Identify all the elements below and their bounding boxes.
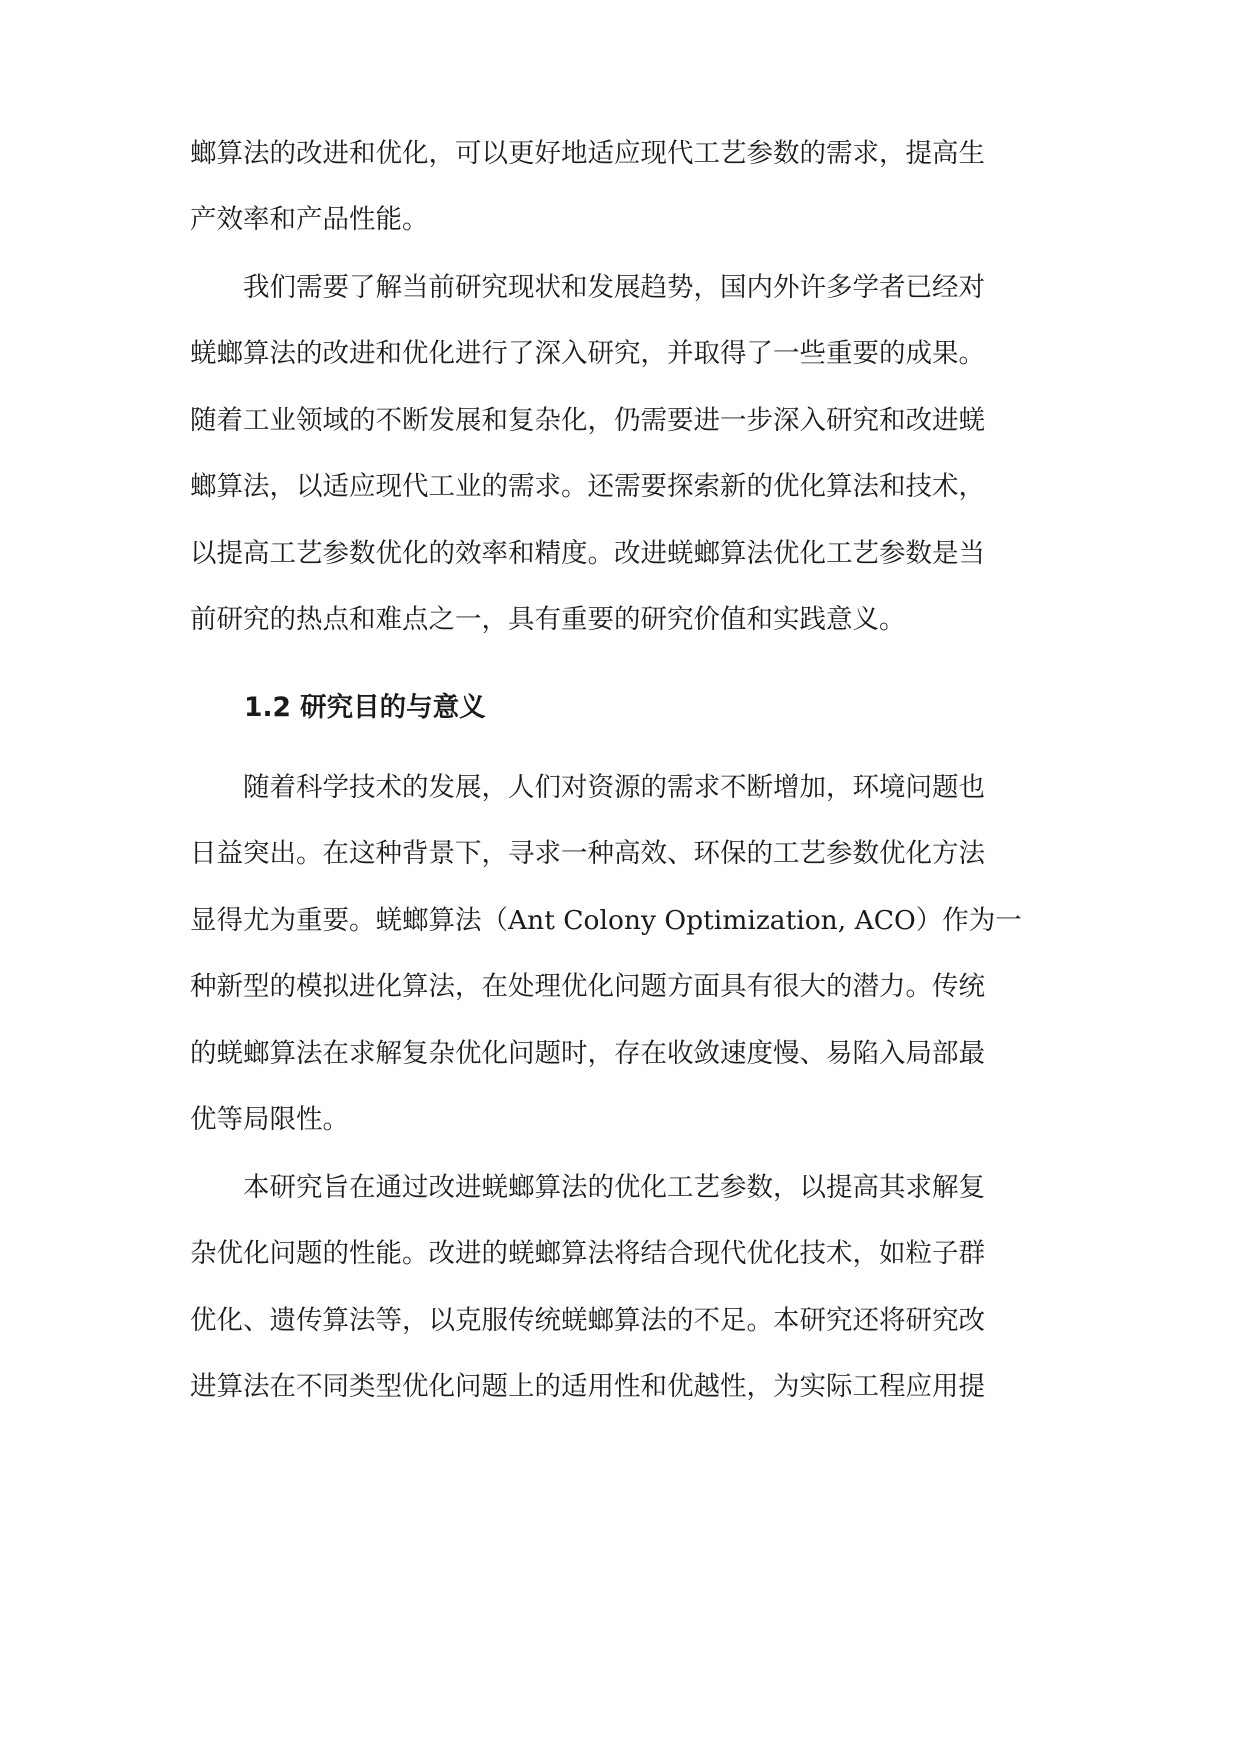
paragraph-3-line-1: 随着科学技术的发展，人们对资源的需求不断增加，环境问题也	[190, 772, 985, 803]
paragraph-3-line-2: 日益突出。在这种背景下，寻求一种高效、环保的工艺参数优化方法	[190, 838, 985, 869]
section-heading: 1.2 研究目的与意义	[244, 692, 486, 723]
paragraph-1-line-1: 螂算法的改进和优化，可以更好地适应现代工艺参数的需求，提高生	[190, 138, 985, 169]
paragraph-4-line-2: 杂优化问题的性能。改进的蜣螂算法将结合现代优化技术，如粒子群	[190, 1238, 985, 1269]
paragraph-2-line-6: 前研究的热点和难点之一，具有重要的研究价值和实践意义。	[190, 604, 906, 635]
paragraph-3-line-3: 显得尤为重要。蜣螂算法（Ant Colony Optimization, ACO）作为一	[190, 905, 1022, 936]
paragraph-2-line-2: 蜣螂算法的改进和优化进行了深入研究，并取得了一些重要的成果。	[190, 338, 985, 369]
paragraph-4-line-1: 本研究旨在通过改进蜣螂算法的优化工艺参数，以提高其求解复	[190, 1172, 985, 1203]
paragraph-3-line-4: 种新型的模拟进化算法，在处理优化问题方面具有很大的潜力。传统	[190, 971, 985, 1002]
paragraph-2-line-5: 以提高工艺参数优化的效率和精度。改进蜣螂算法优化工艺参数是当	[190, 538, 985, 569]
paragraph-2-line-3: 随着工业领域的不断发展和复杂化，仍需要进一步深入研究和改进蜣	[190, 405, 985, 436]
paragraph-3-line-6: 优等局限性。	[190, 1104, 349, 1135]
paragraph-2-line-1: 我们需要了解当前研究现状和发展趋势，国内外许多学者已经对	[190, 272, 985, 303]
paragraph-2-line-4: 螂算法，以适应现代工业的需求。还需要探索新的优化算法和技术，	[190, 471, 985, 502]
paragraph-3-line-5: 的蜣螂算法在求解复杂优化问题时，存在收敛速度慢、易陷入局部最	[190, 1038, 985, 1069]
paragraph-4-line-3: 优化、遗传算法等，以克服传统蜣螂算法的不足。本研究还将研究改	[190, 1305, 985, 1336]
paragraph-4-line-4: 进算法在不同类型优化问题上的适用性和优越性，为实际工程应用提	[190, 1371, 985, 1402]
paragraph-1-line-2: 产效率和产品性能。	[190, 204, 429, 235]
